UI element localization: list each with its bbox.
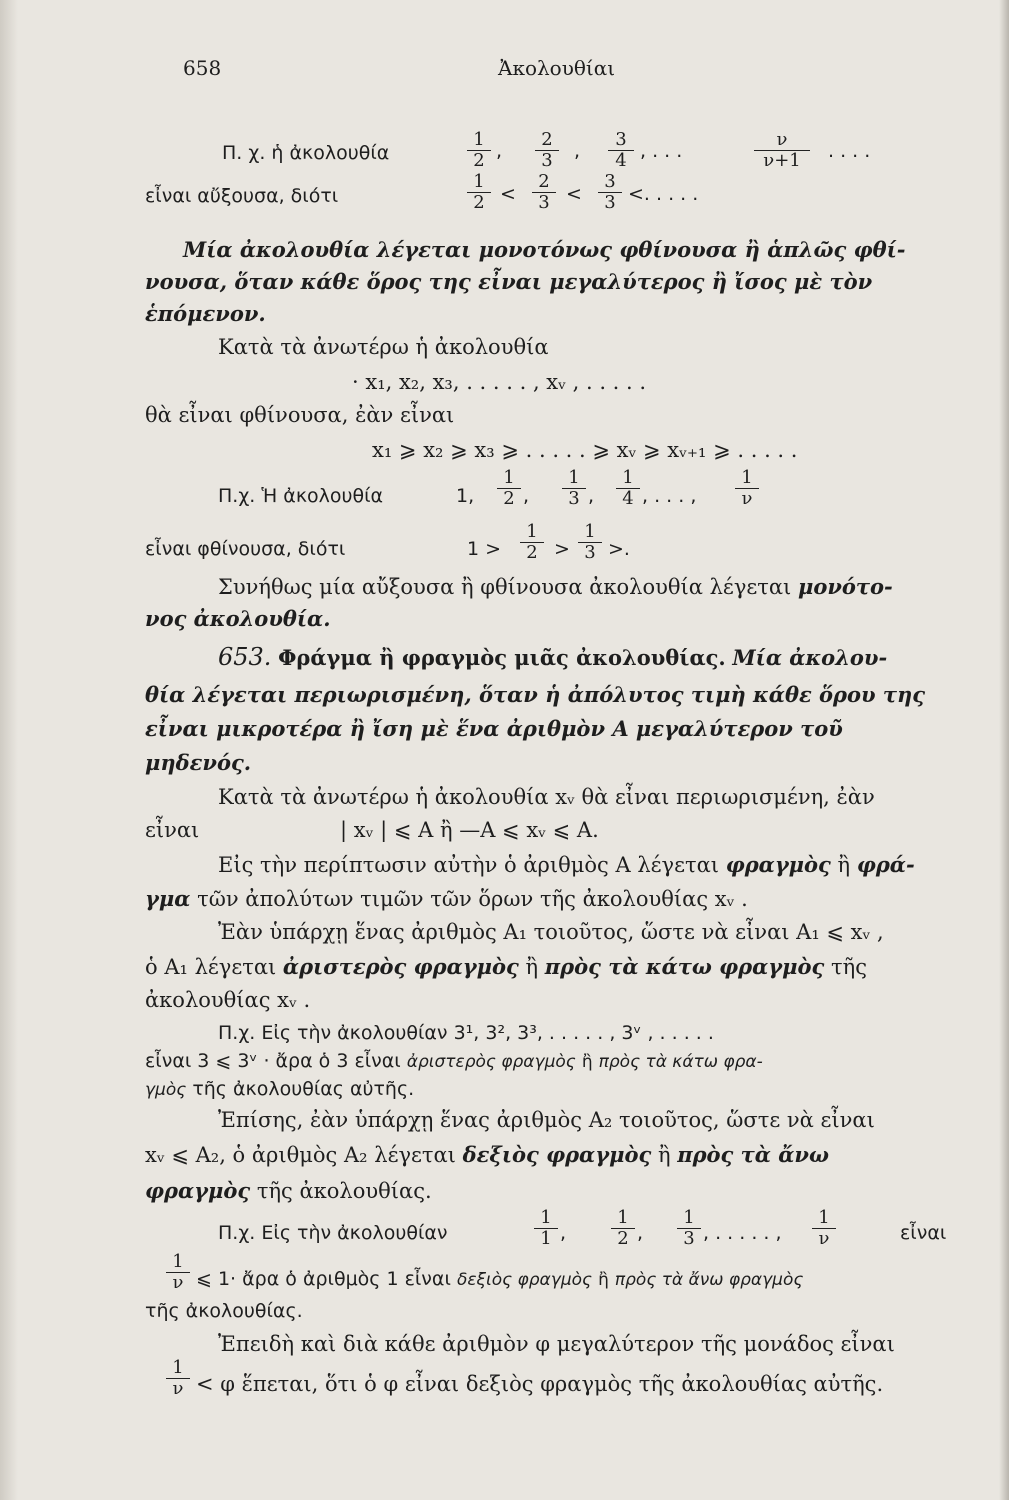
monotone-line-1: Συνήθως μία αὔξουσα ἢ φθίνουσα ἀκολουθία λέγεται μονότο- [218,574,893,599]
book-page: 658 Ἀκολουθίαι Π. χ. ἡ ἀκολουθία $\frac{1}{2}$ , $\frac{2}{3}$ , $\frac{3}{4}$ , . . . $\frac{\nu}{\nu+1}$ . . . . εἶναι αὔξουσα, διότι $\frac{1}{2}$ < $\frac{2}{3}$ < $\frac{3}{3}$ <. . . . . Μία ἀκολουθία λέγεται μονοτόνως φθίνουσα ἢ ἁπλῶς φθί- νουσα, ὅταν κάθε ὅρος της εἶναι μεγαλύτερος ἢ ἴσος μὲ τὸν ἑπόμενον. Κατὰ τὰ ἀνωτέρω ἡ ἀκολουθία · x₁, x₂, x₃, . . . . . , xᵥ , . . . . . θὰ εἶναι φθίνουσα, ἐὰν εἶναι x₁ ⩾ x₂ ⩾ x₃ ⩾ . . . . . ⩾ xᵥ ⩾ xᵥ₊₁ ⩾ . . . . . Π.χ. Ἡ ἀκολουθία 1, $\frac{1}{2}$ , $\frac{1}{3}$ , $\frac{1}{4}$ , . . . , $\frac{1}{\nu}$ εἶναι φθίνουσα, διότι 1 > $\frac{1}{2}$ > $\frac{1}{3}$ >. Συνήθως μία αὔξουσα ἢ φθίνουσα ἀκολουθία λέγεται μονότο- νος ἀκολουθία. 653. Φράγμα ἢ φραγμὸς μιᾶς ἀκολουθίας. Μία ἀκολου- θία λέγεται περιωρισμένη, ὅταν ἡ ἀπόλυτος τιμὴ κάθε ὅρου της εἶναι μικροτέρα ἢ ἴση μὲ ἕνα ἀριθμὸν Α μεγαλύτερον τοῦ μηδενός. Κατὰ τὰ ἀνωτέρω ἡ ἀκολουθία xᵥ θὰ εἶναι περιωρισμένη, ἐὰν εἶναι | xᵥ | ⩽ Α ἢ —Α ⩽ xᵥ ⩽ Α. Εἰς τὴν περίπτωσιν αὐτὴν ὁ ἀριθμὸς Α λέγεται φραγμὸς ἢ φρά- γμα τῶν ἀπολύτων τιμῶν τῶν ὅρων τῆς ἀκολουθίας xᵥ . Ἐὰν ὑπάρχῃ ἕνας ἀριθμὸς Α₁ τοιοῦτος, ὥστε νὰ εἶναι Α₁ ⩽ xᵥ , ὁ Α₁ λέγεται ἀριστερὸς φραγμὸς ἢ πρὸς τὰ κάτω φραγμὸς τῆς ἀκολουθίας xᵥ . Π.χ. Εἰς τὴν ἀκολουθίαν 3¹, 3², 3³, . . . . . , 3ᵛ , . . . . . εἶναι 3 ⩽ 3ᵛ · ἄρα ὁ 3 εἶναι ἀριστερὸς φραγμὸς ἢ πρὸς τὰ κάτω φρα- γμὸς τῆς ἀκολουθίας αὐτῆς. Ἐπίσης, ἐὰν ὑπάρχῃ ἕνας ἀριθμὸς Α₂ τοιοῦτος, ὥστε νὰ εἶναι xᵥ ⩽ Α₂, ὁ ἀριθμὸς Α₂ λέγεται δεξιὸς φραγμὸς ἢ πρὸς τὰ ἄνω φραγμὸς τῆς ἀκολουθίας. Π.χ. Εἰς τὴν ἀκολουθίαν $\frac{1}{1}$ , $\frac{1}{2}$ , $\frac{1}{3}$ , . . . . . , $\frac{1}{\nu}$ εἶναι $\frac{1}{\nu}$ ⩽ 1· ἄρα ὁ ἀριθμὸς 1 εἶναι δεξιὸς φραγμὸς ἢ πρὸς τὰ ἄνω φραγμὸς τῆς ἀκολουθίας. Ἐπειδὴ καὶ διὰ κάθε ἀριθμὸν φ μεγαλύτερον τῆς μονάδος εἶναι $\frac{1}{\nu}$ < φ ἕπεται, ὅτι ὁ φ εἶναι δεξιὸς φραγμὸς τῆς ἀκολουθίας αὐτῆς. [0,0,1009,1500]
page-spine-shadow [0,0,18,1500]
ex1-frac-2: $\frac{2}{3}$ [535,130,559,171]
ex2-intro: Π.χ. Ἡ ἀκολουθία [218,485,384,507]
ex1-reason: εἶναι αὔξουσα, διότι [145,185,339,207]
ex1-frac-3: $\frac{3}{4}$ [608,130,634,171]
ex1-ineq-frac-2: $\frac{2}{3}$ [532,172,556,213]
p-final-line-2: < φ ἕπεται, ὅτι ὁ φ εἶναι δεξιὸς φραγμὸς τῆς ἀκολουθίας αὐτῆς. [196,1372,884,1396]
page-number: 658 [183,56,222,80]
p-decr-chain: x₁ ⩾ x₂ ⩾ x₃ ⩾ . . . . . ⩾ xᵥ ⩾ xᵥ₊₁ ⩾ . . . . . [372,438,798,462]
p-bounded-line-2b: | xᵥ | ⩽ Α ἢ —Α ⩽ xᵥ ⩽ Α. [340,818,599,842]
ex2-ineq-frac-2: $\frac{1}{3}$ [578,522,602,563]
ex4-frac-3: $\frac{1}{3}$ [677,1208,701,1249]
ex4-line-2: ⩽ 1· ἄρα ὁ ἀριθμὸς 1 εἶναι δεξιὸς φραγμὸς ἢ πρὸς τὰ ἄνω φραγμὸς [196,1268,804,1290]
ex1-ineq-frac-1: $\frac{1}{2}$ [467,172,491,213]
def-decreasing-line-1: Μία ἀκολουθία λέγεται μονοτόνως φθίνουσα ἢ ἁπλῶς φθί- [183,237,906,262]
p-final-line-1: Ἐπειδὴ καὶ διὰ κάθε ἀριθμὸν φ μεγαλύτερον τῆς μονάδος εἶναι [218,1332,895,1356]
p-right-line-2: xᵥ ⩽ Α₂, ὁ ἀριθμὸς Α₂ λέγεται δεξιὸς φραγμὸς ἢ πρὸς τὰ ἄνω [145,1142,829,1167]
ex3-line-1: Π.χ. Εἰς τὴν ἀκολουθίαν 3¹, 3², 3³, . . . . . , 3ᵛ , . . . . . [218,1022,714,1044]
running-title: Ἀκολουθίαι [498,56,616,80]
ex3-line-3: γμὸς τῆς ἀκολουθίας αὐτῆς. [145,1078,415,1100]
ex2-frac-4: $\frac{1}{\nu}$ [735,468,759,509]
p-bounded-line-4: γμα τῶν ἀπολύτων τιμῶν τῶν ὅρων τῆς ἀκολουθίας xᵥ . [145,886,748,911]
p-decr-seq: · x₁, x₂, x₃, . . . . . , xᵥ , . . . . . [352,370,647,394]
ex1-frac-4: $\frac{\nu}{\nu+1}$ [754,130,810,171]
sec653-heading: 653. Φράγμα ἢ φραγμὸς μιᾶς ἀκολουθίας. Μία ἀκολου- [218,643,888,671]
p-bounded-line-3: Εἰς τὴν περίπτωσιν αὐτὴν ὁ ἀριθμὸς Α λέγεται φραγμὸς ἢ φρά- [218,852,915,877]
ex4-line-3: τῆς ἀκολουθίας. [145,1300,303,1322]
monotone-line-2: νος ἀκολουθία. [145,606,331,631]
ex2-frac-1: $\frac{1}{2}$ [497,468,521,509]
ex2-reason: εἶναι φθίνουσα, διότι [145,538,346,560]
p-left-line-1: Ἐὰν ὑπάρχῃ ἕνας ἀριθμὸς Α₁ τοιοῦτος, ὥστε νὰ εἶναι Α₁ ⩽ xᵥ , [218,920,884,944]
def-decreasing-line-2: νουσα, ὅταν κάθε ὅρος της εἶναι μεγαλύτερος ἢ ἴσος μὲ τὸν [145,269,873,294]
ex4-intro: Π.χ. Εἰς τὴν ἀκολουθίαν [218,1222,448,1244]
sec653-line-2: θία λέγεται περιωρισμένη, ὅταν ἡ ἀπόλυτος τιμὴ κάθε ὅρου της [145,682,926,707]
p-decr-line-1: Κατὰ τὰ ἀνωτέρω ἡ ἀκολουθία [218,335,549,359]
ex3-line-2: εἶναι 3 ⩽ 3ᵛ · ἄρα ὁ 3 εἶναι ἀριστερὸς φραγμὸς ἢ πρὸς τὰ κάτω φρα- [145,1050,763,1072]
p-decr-line-2: θὰ εἶναι φθίνουσα, ἐὰν εἶναι [145,403,455,427]
sec653-line-3: εἶναι μικροτέρα ἢ ἴση μὲ ἕνα ἀριθμὸν Α μεγαλύτερον τοῦ [145,716,843,741]
p-bounded-line-1: Κατὰ τὰ ἀνωτέρω ἡ ἀκολουθία xᵥ θὰ εἶναι περιωρισμένη, ἐὰν [218,785,875,809]
sec653-line-4: μηδενός. [145,750,252,775]
ex1-intro: Π. χ. ἡ ἀκολουθία [222,142,390,164]
ex2-frac-2: $\frac{1}{3}$ [562,468,586,509]
p-final-frac: $\frac{1}{\nu}$ [166,1358,190,1399]
ex4-frac-4: $\frac{1}{\nu}$ [812,1208,836,1249]
def-decreasing-line-3: ἑπόμενον. [145,301,266,326]
ex1-ineq-frac-3: $\frac{3}{3}$ [598,172,622,213]
ex4-frac-1: $\frac{1}{1}$ [534,1208,558,1249]
p-left-line-2: ὁ Α₁ λέγεται ἀριστερὸς φραγμὸς ἢ πρὸς τὰ κάτω φραγμὸς τῆς [145,954,867,979]
p-bounded-line-2a: εἶναι [145,818,200,842]
ex4-frac-one-over-nu: $\frac{1}{\nu}$ [166,1252,190,1293]
page-edge-shadow [999,0,1009,1500]
p-left-line-3: ἀκολουθίας xᵥ . [145,988,311,1012]
p-right-line-1: Ἐπίσης, ἐὰν ὑπάρχῃ ἕνας ἀριθμὸς Α₂ τοιοῦτος, ὥστε νὰ εἶναι [218,1108,875,1132]
ex1-frac-1: $\frac{1}{2}$ [467,130,491,171]
p-right-line-3: φραγμὸς τῆς ἀκολουθίας. [145,1178,432,1203]
ex2-ineq-frac-1: $\frac{1}{2}$ [520,522,544,563]
ex4-frac-2: $\frac{1}{2}$ [611,1208,635,1249]
ex2-frac-3: $\frac{1}{4}$ [616,468,640,509]
